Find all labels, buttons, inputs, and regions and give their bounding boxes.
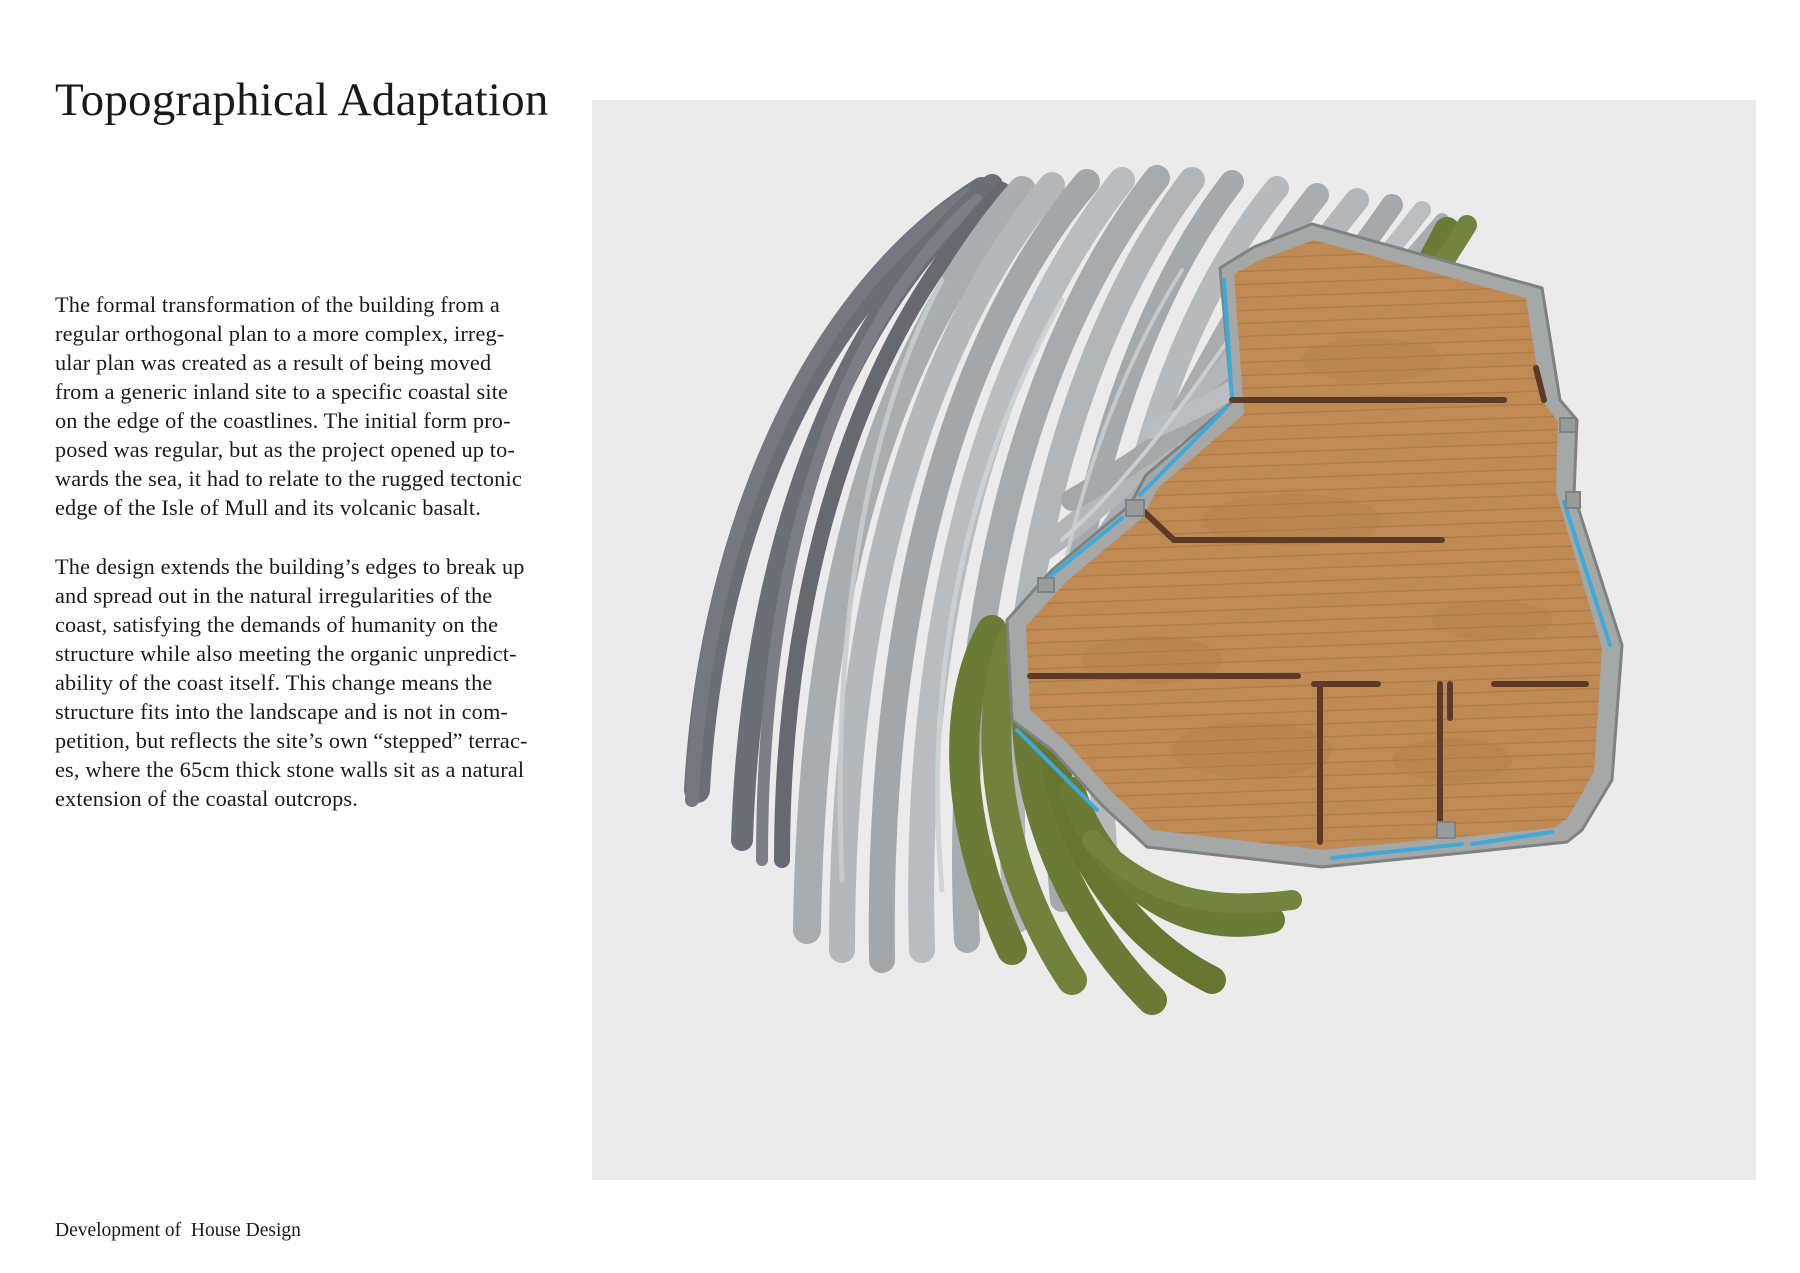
body-text [55,290,600,843]
site-plan-drawing [592,100,1756,1180]
footer-caption: Development of House Design [55,1220,301,1241]
page-title: Topographical Adaptation [55,74,549,126]
paragraph-1: The formal transformation of the building from a regular orthogonal plan to a more complex, irreg- ular plan was created as a result of being moved from a generic inland site to a specific coastal site on the edge of the coastlines. The initial form pro- posed was regular, but as the project opened up to- wards the sea, it had to relate to the rugged tectonic edge of the Isle of Mull and its volcanic basalt. [55,292,522,520]
paragraph-2: The design extends the building’s edges to break up and spread out in the natural irregularities of the coast, satisfying the demands of humanity on the structure while also meeting the organic unpredict- ability of the coast itself. This change means the structure fits into the landscape and is not in com- petition, but reflects the site’s own “stepped” terrac- es, where the 65cm thick stone walls sit as a natural extension of the coastal outcrops. [55,554,528,811]
site-plan-sketch [592,100,1756,1180]
